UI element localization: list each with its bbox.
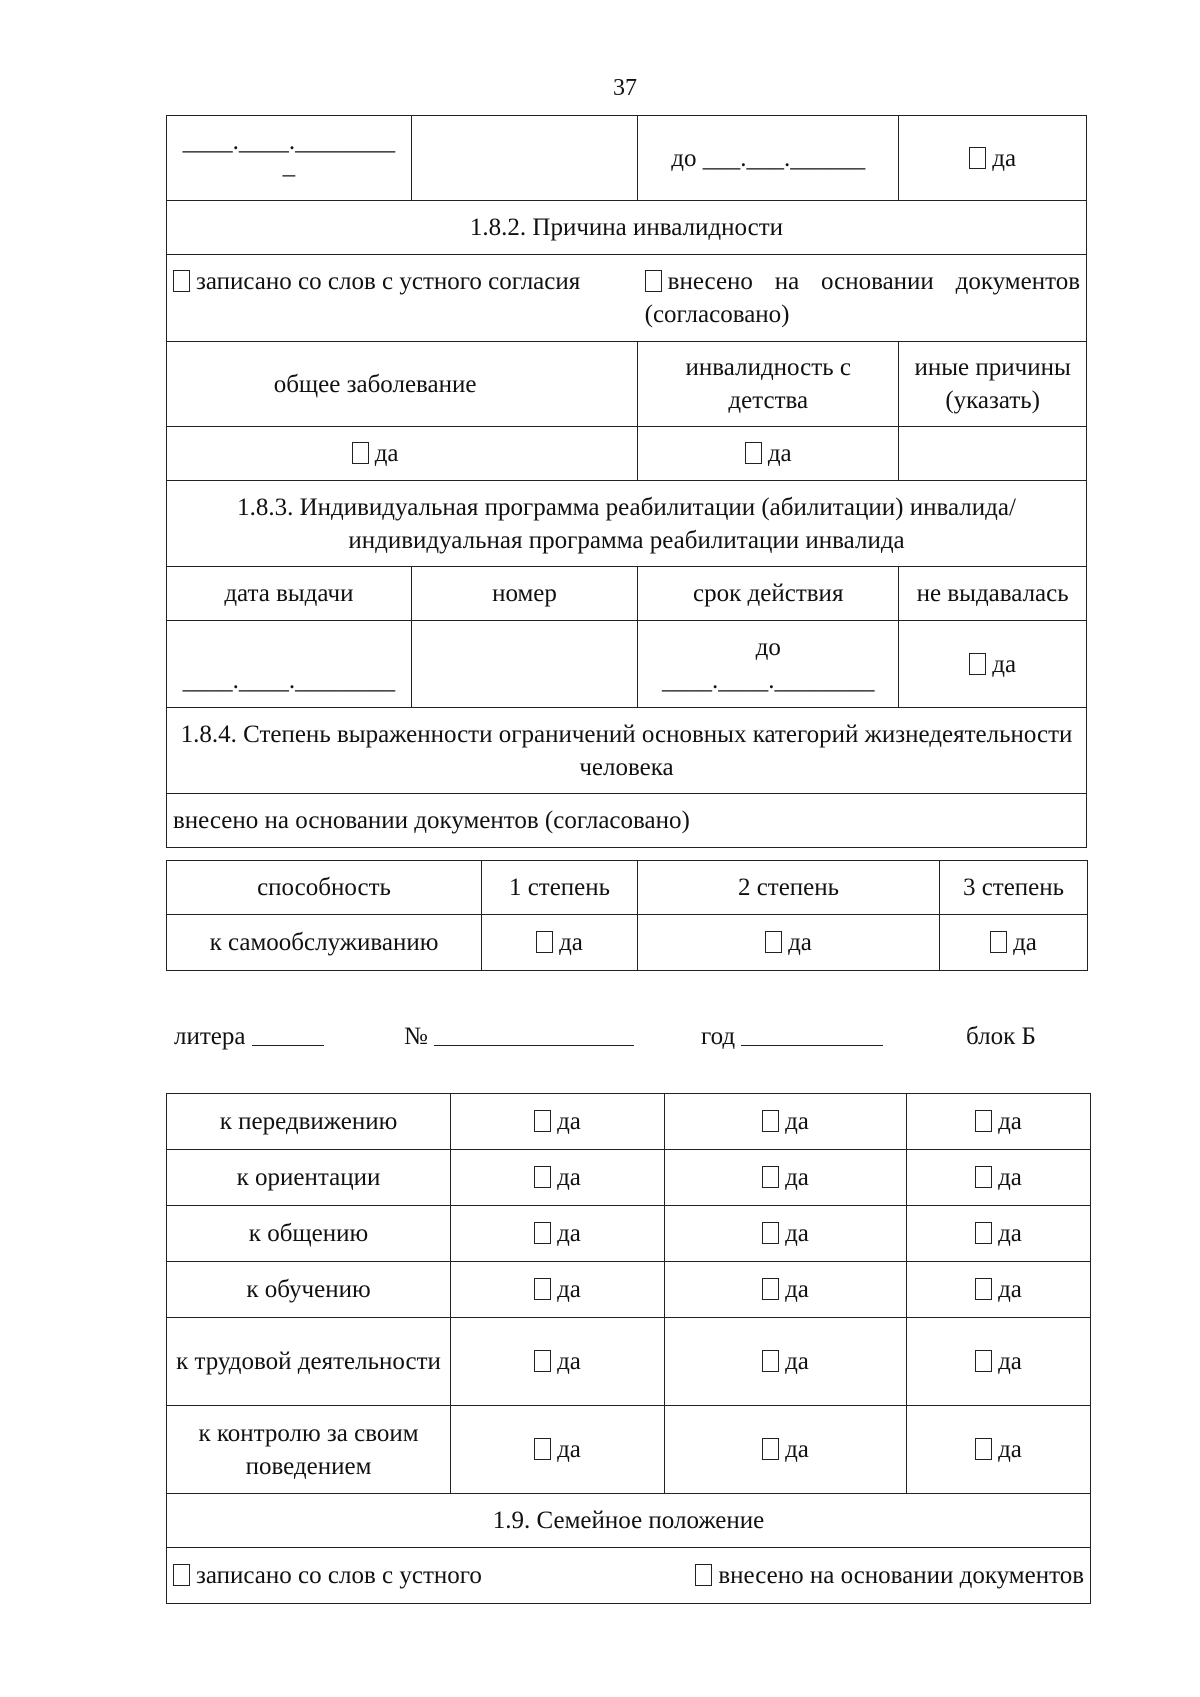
yes-label: да: [767, 440, 792, 467]
source-oral-option[interactable]: [173, 265, 608, 331]
source-oral-label: записано со слов с устного согласия: [196, 268, 581, 295]
checkbox[interactable]: [975, 1350, 992, 1372]
checkbox[interactable]: [173, 1564, 190, 1586]
block-label: блок Б: [966, 1023, 1036, 1050]
ability-degree-1: [451, 1262, 665, 1318]
col-issue-date: дата выдачи: [167, 567, 412, 621]
ability-degree-1: [451, 1206, 665, 1262]
date-field[interactable]: [167, 116, 412, 201]
checkbox[interactable]: [975, 1222, 992, 1244]
number-label: №: [404, 1023, 428, 1050]
ability-degree-2: [665, 1150, 907, 1206]
year-field[interactable]: [741, 1023, 883, 1046]
section-title-1-8-3: 1.8.3. Индивидуальная программа реабилитации (абилитации) инвалида/индивидуальная программа реабилитации инвалида: [167, 481, 1087, 567]
checkbox[interactable]: [534, 1110, 551, 1132]
ability-degree-2: [665, 1094, 907, 1150]
number-field[interactable]: [411, 116, 637, 201]
ability-name: к ориентации: [167, 1150, 451, 1206]
other-reasons-field[interactable]: [899, 427, 1087, 481]
yes-label: да: [998, 1436, 1022, 1463]
year-label: год: [701, 1023, 736, 1050]
ability-degree-1: [451, 1406, 665, 1494]
table-row: [167, 1094, 1091, 1150]
col-number: номер: [411, 567, 637, 621]
number-group: [404, 1020, 634, 1054]
yes-label: да: [785, 1436, 809, 1463]
litera-group: [174, 1020, 324, 1054]
ability-name: к передвижению: [167, 1094, 451, 1150]
ability-name: к обучению: [167, 1262, 451, 1318]
date-mask: ____.____.________: [182, 128, 396, 155]
page-number: 37: [613, 75, 637, 101]
table-row: [167, 1318, 1091, 1406]
checkbox[interactable]: [762, 1438, 779, 1460]
yes-label: да: [785, 1348, 809, 1375]
ability-degree-3: [907, 1406, 1091, 1494]
checkbox[interactable]: [534, 1166, 551, 1188]
checkbox[interactable]: [534, 1278, 551, 1300]
family-oral-label: записано со слов с устного: [196, 1562, 482, 1589]
col-childhood-label: инвалидность с детства: [685, 354, 851, 414]
yes-label: да: [374, 440, 399, 467]
yes-label: да: [992, 650, 1017, 678]
col-degree-1: 1 степень: [482, 861, 638, 915]
family-docs-label: внесено на основании документов: [718, 1562, 1084, 1589]
checkbox[interactable]: [762, 1110, 779, 1132]
checkbox[interactable]: [745, 442, 762, 464]
number-field[interactable]: [434, 1023, 634, 1046]
validity-field[interactable]: [638, 116, 899, 201]
yes-label: да: [785, 1164, 809, 1191]
year-group: [701, 1020, 883, 1054]
not-issued-yes: [899, 621, 1087, 708]
yes-label: да: [998, 1348, 1022, 1375]
family-source-row: [167, 1548, 1091, 1604]
yes-label: да: [557, 1108, 581, 1135]
ability-degree-2: [665, 1262, 907, 1318]
litera-field[interactable]: [252, 1023, 324, 1046]
litera-label: литера: [174, 1023, 246, 1050]
table-row: [167, 1406, 1091, 1494]
yes-label: да: [998, 1276, 1022, 1303]
ipr-validity-field[interactable]: [638, 621, 899, 708]
ability-name: к трудовой деятельности: [167, 1318, 451, 1406]
disability-form-table: [166, 115, 1087, 848]
section-title-1-9: 1.9. Семейное положение: [167, 1494, 1091, 1548]
checkbox[interactable]: [173, 270, 190, 292]
yes-label: да: [557, 1436, 581, 1463]
yes-label: да: [785, 1220, 809, 1247]
until-prefix: до: [755, 634, 781, 661]
ability-degree-1: [451, 1150, 665, 1206]
table-row: [167, 1206, 1091, 1262]
table-row: [167, 1262, 1091, 1318]
yes-label: да: [785, 1108, 809, 1135]
date-dash: –: [282, 161, 296, 188]
checkbox[interactable]: [695, 1564, 712, 1586]
yes-label: да: [998, 1164, 1022, 1191]
yes-label: да: [1013, 929, 1037, 956]
checkbox[interactable]: [762, 1166, 779, 1188]
selfcare-deg1: [482, 915, 638, 971]
checkbox[interactable]: [990, 931, 1007, 953]
section-title-1-8-2: 1.8.2. Причина инвалидности: [167, 201, 1087, 255]
checkbox[interactable]: [762, 1278, 779, 1300]
checkbox[interactable]: [536, 931, 553, 953]
ability-name: к контролю за своим поведением: [167, 1406, 451, 1494]
until-mask: ____.____.________: [662, 667, 875, 694]
source-docs-text: внесено на основании документов (согласовано): [167, 794, 1087, 848]
until-prefix: до: [671, 144, 697, 172]
checkbox[interactable]: [765, 931, 782, 953]
yes-label: да: [557, 1220, 581, 1247]
ability-degree-2: [665, 1206, 907, 1262]
litera-line: [174, 1020, 1074, 1054]
yes-label: да: [785, 1276, 809, 1303]
general-illness-yes: [167, 427, 638, 481]
row-selfcare: к самообслуживанию: [167, 915, 482, 971]
checkbox[interactable]: [352, 442, 369, 464]
checkbox[interactable]: [534, 1438, 551, 1460]
family-oral-option[interactable]: [173, 1559, 610, 1592]
yes-label: да: [557, 1164, 581, 1191]
ability-degree-2: [665, 1406, 907, 1494]
checkbox[interactable]: [975, 1166, 992, 1188]
ipr-number-field[interactable]: [411, 621, 637, 708]
yes-label: да: [557, 1348, 581, 1375]
col-childhood: [638, 342, 899, 427]
col-degree-3: 3 степень: [940, 861, 1088, 915]
ability-degree-2: [665, 1318, 907, 1406]
col-degree-2: 2 степень: [638, 861, 940, 915]
section-title-1-8-4: 1.8.4. Степень выраженности ограничений основных категорий жизнедеятельности человека: [167, 708, 1087, 794]
ability-degree-1: [451, 1094, 665, 1150]
checkbox[interactable]: [762, 1350, 779, 1372]
col-general-illness: общее заболевание: [167, 342, 638, 427]
ability-degree-3: [907, 1206, 1091, 1262]
checkbox[interactable]: [975, 1110, 992, 1132]
table-row: [167, 1150, 1091, 1206]
col-validity: срок действия: [638, 567, 899, 621]
until-mask: ___.___.______: [702, 144, 866, 172]
checkbox[interactable]: [534, 1350, 551, 1372]
yes-label: да: [998, 1220, 1022, 1247]
degree-table: [166, 860, 1088, 971]
checkbox[interactable]: [534, 1222, 551, 1244]
ability-degree-3: [907, 1318, 1091, 1406]
col-not-issued: не выдавалась: [899, 567, 1087, 621]
abilities-table: [166, 1093, 1091, 1604]
checkbox[interactable]: [645, 270, 662, 292]
ability-degree-1: [451, 1318, 665, 1406]
source-docs-option[interactable]: [645, 265, 1080, 331]
checkbox[interactable]: [975, 1278, 992, 1300]
checkbox[interactable]: [969, 653, 986, 675]
checkbox[interactable]: [969, 147, 986, 169]
source-row: [167, 255, 1087, 342]
source-docs-label: внесено на основании документов (согласовано): [644, 268, 1080, 328]
ability-degree-3: [907, 1150, 1091, 1206]
ability-degree-3: [907, 1262, 1091, 1318]
yes-label: да: [992, 144, 1017, 172]
checkbox[interactable]: [975, 1438, 992, 1460]
yes-label: да: [559, 929, 583, 956]
table-row: [167, 116, 1087, 201]
yes-label: да: [788, 929, 812, 956]
col-other-reasons: иные причины (указать): [899, 342, 1087, 427]
yes-label: да: [998, 1108, 1022, 1135]
childhood-yes: [638, 427, 899, 481]
not-issued-cell: [899, 116, 1087, 201]
col-ability: способность: [167, 861, 482, 915]
selfcare-deg2: [638, 915, 940, 971]
yes-label: да: [557, 1276, 581, 1303]
issue-date-field[interactable]: ____.____.________: [167, 621, 412, 708]
checkbox[interactable]: [762, 1222, 779, 1244]
ability-degree-3: [907, 1094, 1091, 1150]
ability-name: к общению: [167, 1206, 451, 1262]
family-docs-option[interactable]: [695, 1559, 1084, 1592]
selfcare-deg3: [940, 915, 1088, 971]
